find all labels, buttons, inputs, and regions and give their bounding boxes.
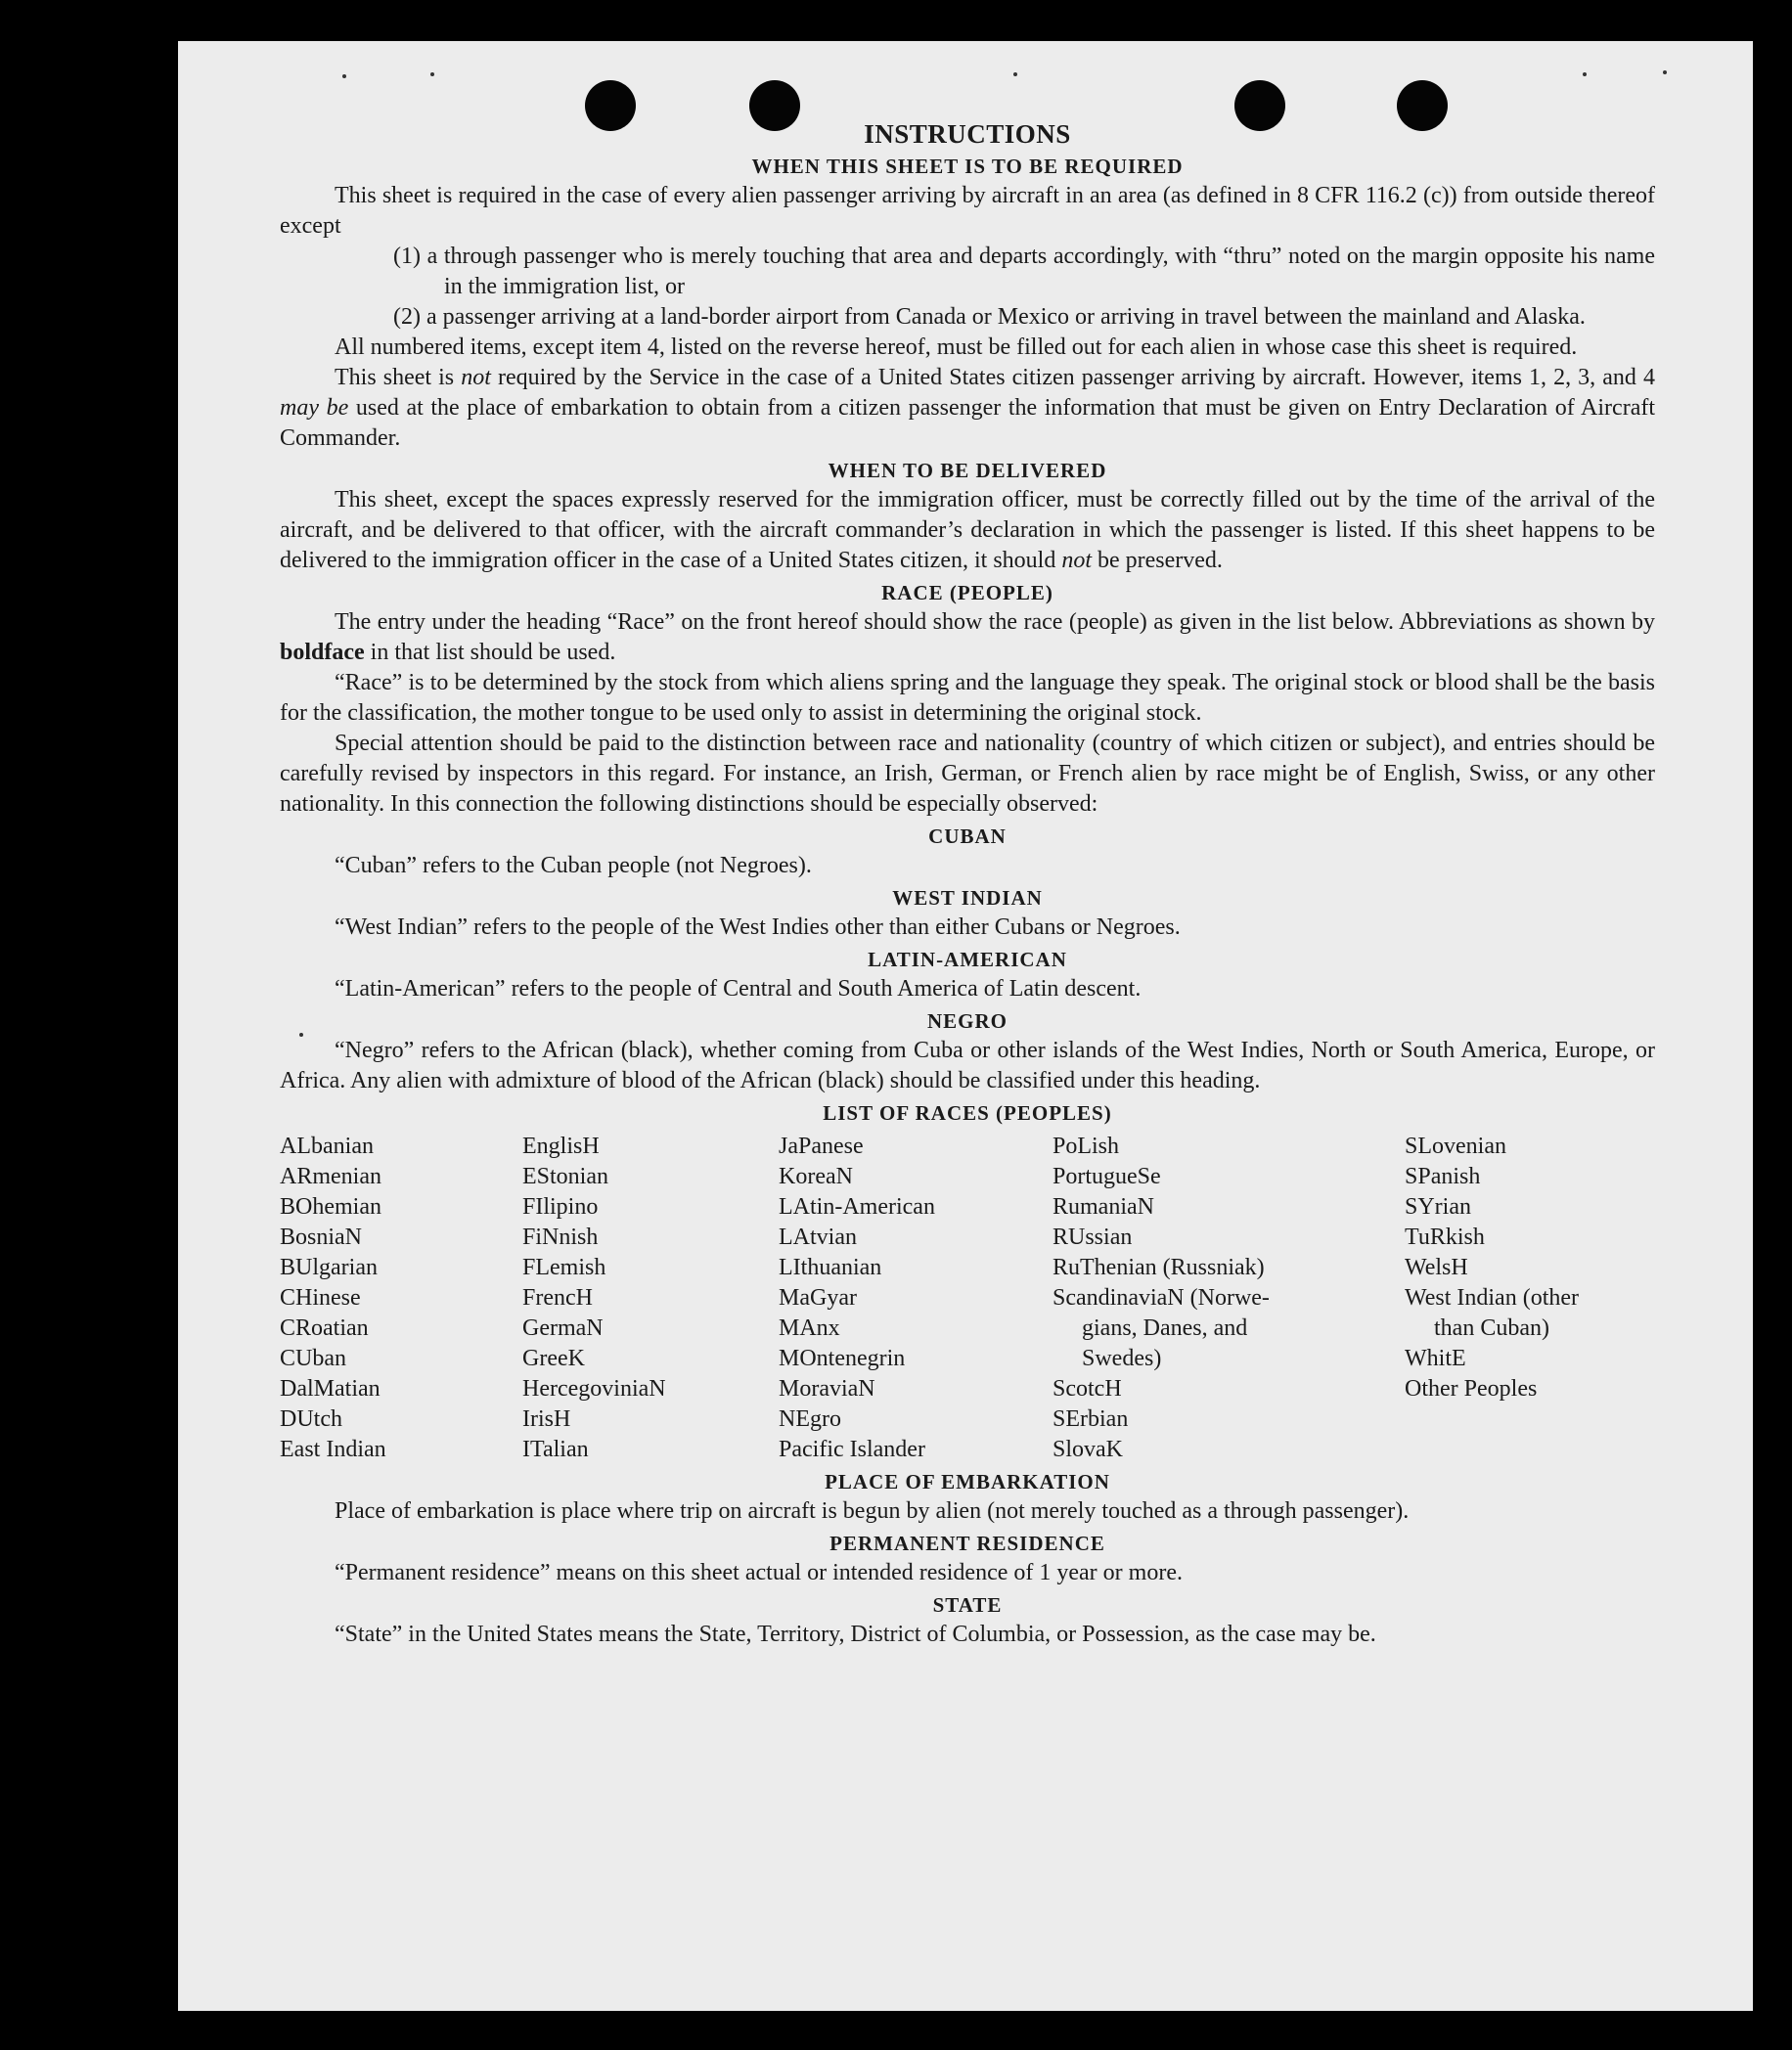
exception-1 [280,242,1655,302]
heading-when-required: WHEN THIS SHEET IS TO BE REQUIRED [751,155,1184,178]
heading-when-delivered: WHEN TO BE DELIVERED [828,459,1107,482]
race-item: MoraviaN [779,1376,875,1402]
speck [430,72,434,76]
heading-list-of-races: LIST OF RACES (PEOPLES) [823,1101,1112,1125]
race-item: MOntenegrin [779,1346,906,1371]
race-item: WelsH [1405,1255,1468,1280]
race-item: West Indian (other [1405,1285,1580,1311]
heading-cuban: CUBAN [928,824,1007,848]
def-latin-american: “Latin-American” refers to the people of Central and South America of Latin descent. [335,976,1142,1002]
race-item: GermaN [522,1315,604,1341]
speck [1583,72,1587,76]
heading-latin-american: LATIN-AMERICAN [868,948,1067,971]
punch-hole-4 [1397,80,1448,131]
para-numbered-items: All numbered items, except item 4, listed on the reverse hereof, must be filled out for each alien in whose case this sheet is required. [335,334,1578,360]
race-item-continued: Swedes) [1082,1346,1162,1371]
heading-state: STATE [932,1593,1003,1617]
italic-run: not [1061,548,1092,573]
speck [299,1033,303,1037]
race-item: TuRkish [1405,1225,1485,1250]
race-item: BosniaN [280,1225,362,1250]
heading-west-indian: WEST INDIAN [892,886,1043,910]
exception-text: a passenger arriving at a land-border airport from Canada or Mexico or arriving in travel between the mainland and Alaska. [426,304,1586,330]
text-run: This sheet, except the spaces expressly reserved for the immigration officer, must be correctly filled out by the time of the arrival of the aircraft, and be delivered to that officer, with the aircraft commander’s declaration in which the passenger is listed. If this sheet happens to be delivered to the immigration officer in the case of a United States citizen, it should [280,487,1655,573]
race-item: EnglisH [522,1134,600,1159]
race-item: BUlgarian [280,1255,378,1280]
race-item: ITalian [522,1437,589,1462]
race-item: FrencH [522,1285,593,1311]
race-item: FIlipino [522,1194,599,1220]
race-item: MaGyar [779,1285,857,1311]
text-run: This sheet is [335,365,455,390]
races-column-3 [779,1132,1053,1465]
race-item: SErbian [1053,1406,1129,1432]
race-item: DUtch [280,1406,342,1432]
races-column-5 [1405,1132,1669,1465]
races-list [280,1132,1655,1465]
def-cuban: “Cuban” refers to the Cuban people (not Negroes). [335,853,812,878]
text-run: required by the Service in the case of a United States citizen passenger arriving by aircraft. However, items 1, 2, 3, and 4 [497,365,1655,390]
race-item: East Indian [280,1437,386,1462]
race-item: WhitE [1405,1346,1466,1371]
race-item: ScandinaviaN (Norwe- [1053,1285,1270,1311]
document-sheet [178,41,1753,2011]
race-item: DalMatian [280,1376,381,1402]
race-item-continued: than Cuban) [1434,1315,1549,1341]
race-item: PortugueSe [1053,1164,1161,1189]
race-item: SYrian [1405,1194,1471,1220]
para-required-intro: This sheet is required in the case of every alien passenger arriving by aircraft in an area (as defined in 8 CFR 116.2 (c)) from outside thereof except [280,183,1655,239]
heading-negro: NEGRO [926,1009,1008,1033]
punch-hole-3 [1234,80,1285,131]
text-run: The entry under the heading “Race” on the front hereof should show the race (people) as given in the list below. Abbreviations as shown by [335,609,1655,635]
heading-embarkation: PLACE OF EMBARKATION [825,1470,1110,1493]
race-item: SlovaK [1053,1437,1123,1462]
race-item: KoreaN [779,1164,853,1189]
race-item: SPanish [1405,1164,1481,1189]
race-item: BOhemian [280,1194,381,1220]
heading-race: RACE (PEOPLE) [881,581,1053,604]
para-delivered [280,485,1655,576]
race-item: ARmenian [280,1164,381,1189]
race-item: PoLish [1053,1134,1120,1159]
para-state: “State” in the United States means the State, Territory, District of Columbia, or Possession, as the case may be. [335,1622,1376,1647]
race-item: ALbanian [280,1134,374,1159]
race-item: JaPanese [779,1134,864,1159]
speck [342,74,346,78]
race-item: EStonian [522,1164,608,1189]
race-item: NEgro [779,1406,841,1432]
def-negro: “Negro” refers to the African (black), whether coming from Cuba or other islands of the West Indies, North or South America, Europe, or Africa. Any alien with admixture of blood of the African (black) should be classified under this heading. [280,1038,1655,1093]
race-item: ScotcH [1053,1376,1122,1402]
race-item: FiNnish [522,1225,599,1250]
speck [1013,72,1017,76]
heading-permanent-residence: PERMANENT RESIDENCE [829,1532,1105,1555]
speck [1663,70,1667,74]
race-item: RuThenian (Russniak) [1053,1255,1265,1280]
race-item: CHinese [280,1285,361,1311]
exception-text: a through passenger who is merely touching that area and departs accordingly, with “thru” noted on the margin opposite his name in the immigration list, or [426,244,1656,299]
para-embarkation: Place of embarkation is place where trip on aircraft is begun by alien (not merely touched as a through passenger). [335,1498,1410,1524]
races-column-2 [522,1132,779,1465]
races-column-4 [1053,1132,1405,1465]
punch-hole-2 [749,80,800,131]
para-race-1 [280,607,1655,668]
text-run: used at the place of embarkation to obtain from a citizen passenger the information that must be given on Entry Declaration of Aircraft Commander. [280,395,1656,451]
bold-run: boldface [280,640,365,665]
race-item: SLovenian [1405,1134,1506,1159]
para-race-3: Special attention should be paid to the distinction between race and nationality (country of which citizen or subject), and entries should be carefully revised by inspectors in this regard. For instance, an Irish, German, or French alien by race might be of English, Swiss, or any other nationality. In this connection the following distinctions should be especially observed: [280,731,1655,817]
exception-number: (2) [393,304,421,330]
race-item: FLemish [522,1255,606,1280]
race-item: Other Peoples [1405,1376,1538,1402]
race-item: HercegoviniaN [522,1376,666,1402]
para-race-2: “Race” is to be determined by the stock from which aliens spring and the language they speak. The original stock or blood shall be the basis for the classification, the mother tongue to be used only to assist in determining the original stock. [280,670,1655,726]
para-citizen [280,363,1655,454]
italic-run: may be [280,395,349,421]
punch-hole-1 [585,80,636,131]
races-column-1 [280,1132,522,1465]
race-item: CRoatian [280,1315,369,1341]
text-run: in that list should be used. [370,640,616,665]
race-item: LAtin-American [779,1194,935,1220]
italic-run: not [461,365,491,390]
race-item: CUban [280,1346,346,1371]
race-item: Pacific Islander [779,1437,925,1462]
race-item: MAnx [779,1315,840,1341]
para-permanent-residence: “Permanent residence” means on this sheet actual or intended residence of 1 year or more. [335,1560,1183,1585]
race-item: RUssian [1053,1225,1133,1250]
exception-number: (1) [393,244,421,269]
page-title: INSTRUCTIONS [864,119,1071,149]
race-item: LIthuanian [779,1255,882,1280]
exception-2 [280,302,1655,333]
text-run: be preserved. [1098,548,1223,573]
race-item: IrisH [522,1406,571,1432]
def-west-indian: “West Indian” refers to the people of the West Indies other than either Cubans or Negroes. [335,914,1181,940]
race-item-continued: gians, Danes, and [1082,1315,1248,1341]
race-item: RumaniaN [1053,1194,1154,1220]
race-item: LAtvian [779,1225,857,1250]
race-item: GreeK [522,1346,585,1371]
